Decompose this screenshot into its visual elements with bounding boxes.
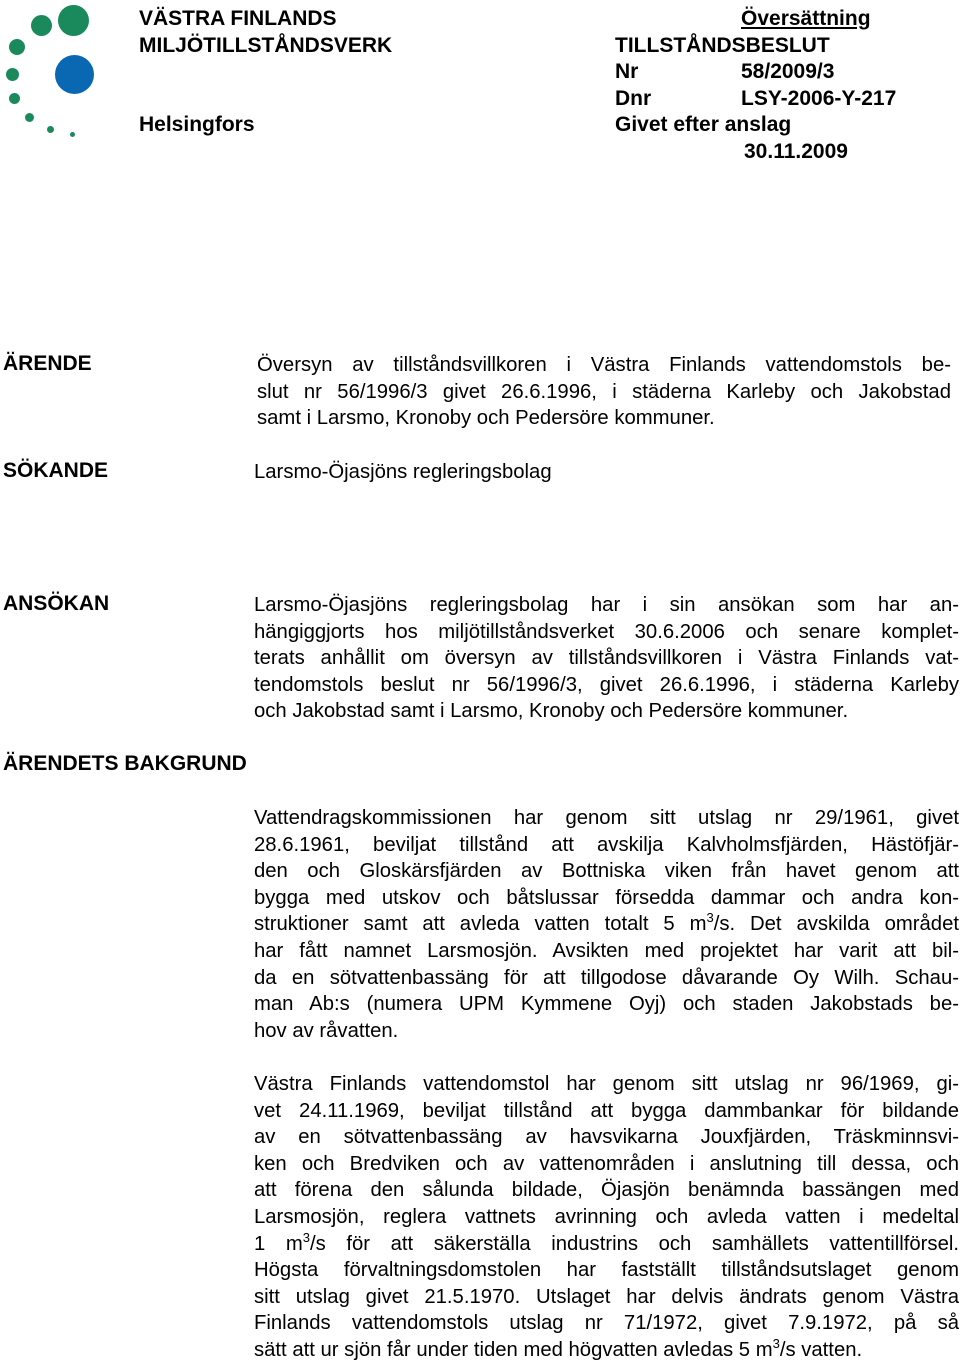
bakgrund-line: Finlands vattendomstols utslag nr 71/1972, givet 7.9.1972, på så [254,1312,959,1335]
bakgrund-line: den och Gloskärsfjärden av Bottniska viken från havet genom att [254,860,959,883]
ansokan-line: hängiggjorts hos miljötillståndsverket 30.6.2006 och senare komplet- [254,620,959,643]
bakgrund-line: att förena den sålunda bildade, Öjasjön benämnda bassängen med [254,1179,959,1202]
section-label-arende: ÄRENDE [3,352,92,375]
logo-dot [25,113,34,122]
logo-dot [70,132,75,137]
bakgrund-line: Högsta förvaltningsdomstolen har fastställt tillståndsutslaget genom [254,1259,959,1282]
bakgrund-line: 1 $m^3/s$ för att säkerställa industrins och samhällets vattentillförsel. [254,1229,959,1255]
arende-text [257,352,951,432]
bakgrund-line: hov av råvatten. [254,1019,399,1042]
decision-type: TILLSTÅNDSBESLUT [615,34,830,57]
authority-logo [0,0,110,150]
bakgrund-line: man Ab:s (numera UPM Kymmene Oyj) och staden Jakobstads be- [254,993,959,1016]
translation-label: Översättning [741,7,871,30]
arende-line: samt i Larsmo, Kronoby och Pedersöre kommuner. [257,407,715,430]
bakgrund-paragraph-2 [254,1071,959,1364]
authority-name-line2: MILJÖTILLSTÅNDSVERK [139,34,393,57]
decision-dnr-value: LSY-2006-Y-217 [741,87,897,110]
bakgrund-line: sitt utslag givet 21.5.1970. Utslaget har delvis ändrats genom Västra [254,1285,959,1308]
bakgrund-line: 28.6.1961, beviljat tillstånd att avskilja Kalvholmsfjärden, Hästöfjär- [254,833,959,856]
logo-dot [9,39,25,55]
logo-dot [55,55,94,94]
sokande-text: Larsmo-Öjasjöns regleringsbolag [254,461,552,483]
bakgrund-line: bygga med utskov och båtslussar försedda dammar och andra kon- [254,886,959,909]
arende-line: Översyn av tillståndsvillkoren i Västra Finlands vattendomstols be- [257,354,951,376]
decision-given-label: Givet efter anslag [615,113,792,136]
bakgrund-line: av en sötvattenbassäng av havsvikarna Jouxfjärden, Träskminnsvi- [254,1126,959,1149]
section-label-ansokan: ANSÖKAN [3,592,110,615]
decision-date: 30.11.2009 [744,140,848,163]
arende-line: slut nr 56/1996/3 givet 26.6.1996, i städerna Karleby och Jakobstad [257,380,951,403]
ansokan-text [254,592,959,725]
decision-nr-value: 58/2009/3 [741,60,835,83]
logo-dot [9,93,20,104]
logo-dot [58,5,89,36]
decision-dnr-label: Dnr [615,87,652,110]
bakgrund-line: Västra Finlands vattendomstol har genom sitt utslag nr 96/1969, gi- [254,1073,959,1095]
section-label-sokande: SÖKANDE [3,459,109,482]
ansokan-line: Larsmo-Öjasjöns regleringsbolag har i sin ansökan som har an- [254,594,959,616]
bakgrund-line: struktioner samt att avleda vatten totalt 5 $m^3/s$. Det avskilda området [254,910,959,936]
logo-dot [31,15,52,36]
ansokan-line: och Jakobstad samt i Larsmo, Kronoby och Pedersöre kommuner. [254,700,849,723]
bakgrund-line: vet 24.11.1969, beviljat tillstånd att bygga dammbankar för bildande [254,1099,959,1122]
authority-name-line1: VÄSTRA FINLANDS [139,7,337,30]
bakgrund-line: Larsmosjön, reglera vattnets avrinning och avleda vatten i medeltal [254,1205,959,1228]
ansokan-line: tendomstols beslut nr 56/1996/3, givet 26.6.1996, i städerna Karleby [254,673,959,696]
bakgrund-line: sätt att ur sjön får under tiden med högvatten avledas 5 $m^3/s$ vatten. [254,1335,863,1361]
bakgrund-line: Vattendragskommissionen har genom sitt utslag nr 29/1961, givet [254,807,959,829]
bakgrund-line: ken och Bredviken och av vattenområden i anslutning till dessa, och [254,1152,959,1175]
section-label-bakgrund: ÄRENDETS BAKGRUND [3,752,247,775]
authority-city: Helsingfors [139,113,255,136]
decision-nr-label: Nr [615,60,639,83]
bakgrund-line: da en sötvattenbassäng för att tillgodose dåvarande Oy Wilh. Schau- [254,966,959,989]
logo-dot [47,126,54,133]
logo-dot [6,68,19,81]
ansokan-line: terats anhållit om översyn av tillståndsvillkoren i Västra Finlands vat- [254,647,959,670]
bakgrund-paragraph-1 [254,805,959,1044]
bakgrund-line: har fått namnet Larsmosjön. Avsikten med projektet har varit att bil- [254,939,959,962]
